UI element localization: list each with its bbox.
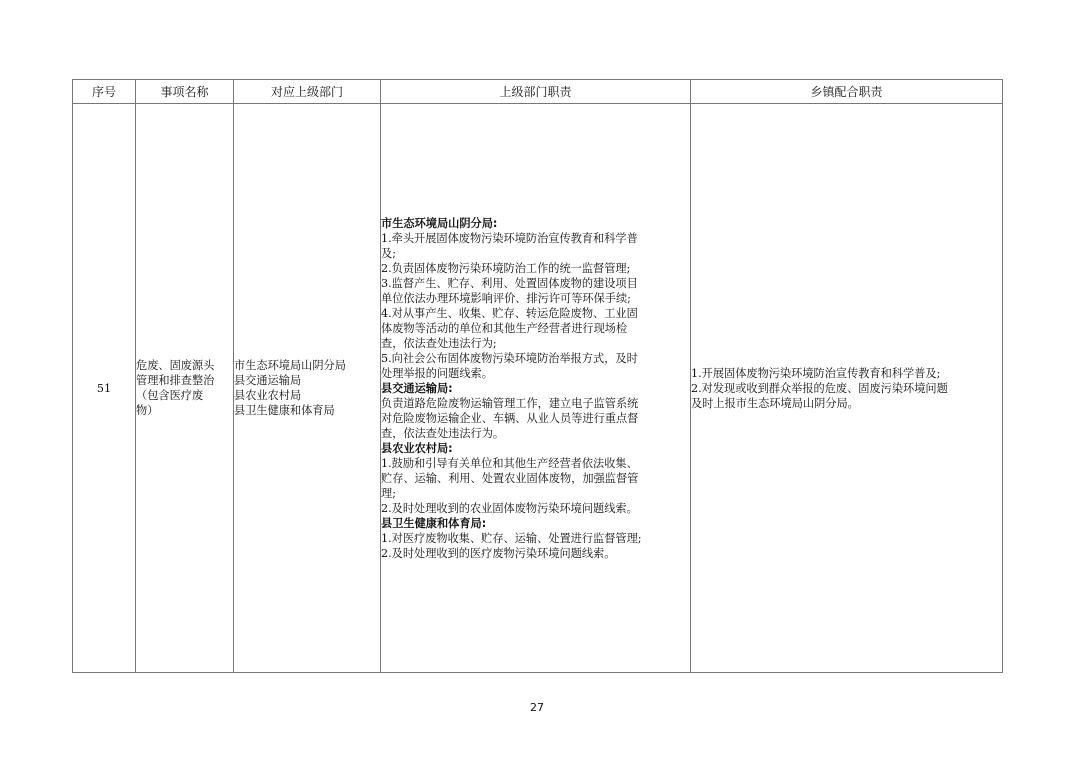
dept-line: 市生态环境局山阴分局 [234,359,346,372]
township-duty-line: 1.开展固体废物污染环境防治宣传教育和科学普及; [691,366,941,380]
duty-table [72,79,1003,673]
duty-line: 查，依法查处违法行为。 [381,426,505,440]
duty-line: 1.鼓励和引导有关单位和其他生产经营者依法收集、 [381,456,638,470]
dept-line: 县交通运输局 [234,374,302,387]
table-row [73,104,1003,673]
duty-line: 处理举报的问题线索。 [381,366,493,380]
duty-line: 负责道路危险废物运输管理工作，建立电子监管系统 [381,396,639,410]
duty-line: 单位依法办理环境影响评价、排污许可等环保手续; [381,291,631,305]
duty-line: 5.向社会公布固体废物污染环境防治举报方式，及时 [381,351,638,365]
header-township-duties: 乡镇配合职责 [691,80,1003,104]
duty-line: 查，依法查处违法行为; [381,336,497,350]
item-name-line: 危废、固废源头 [136,359,215,372]
dept-line: 县卫生健康和体育局 [234,404,335,417]
header-seq: 序号 [73,80,136,104]
township-duty-line: 及时上报市生态环境局山阴分局。 [691,396,859,410]
header-superior-dept: 对应上级部门 [234,80,381,104]
cell-township-duties [691,104,1003,673]
duty-line: 贮存、运输、利用、处置农业固体废物，加强监督管 [381,471,639,485]
header-superior-duties: 上级部门职责 [381,80,691,104]
cell-superior-duties [381,104,691,673]
duty-line: 2.及时处理收到的医疗废物污染环境问题线索。 [381,546,616,560]
item-name-line: 物） [136,404,159,417]
duty-org-heading: 县卫生健康和体育局: [381,516,487,530]
page-number: 27 [530,701,544,714]
duty-line: 1.对医疗废物收集、贮存、运输、处置进行监督管理; [381,531,642,545]
duty-org-heading: 县农业农村局: [381,441,453,455]
duty-line: 对危险废物运输企业、车辆、从业人员等进行重点督 [381,411,639,425]
duty-line: 理; [381,486,396,500]
duty-line: 2.及时处理收到的农业固体废物污染环境问题线索。 [381,501,638,515]
duty-line: 及; [381,246,396,260]
duty-line: 3.监督产生、贮存、利用、处置固体废物的建设项目 [381,276,638,290]
duty-line: 1.牵头开展固体废物污染环境防治宣传教育和科学普 [381,231,638,245]
item-name-line: （包含医疗废 [136,389,204,402]
cell-item-name [136,104,234,673]
duty-line: 体废物等活动的单位和其他生产经营者进行现场检 [381,321,628,335]
dept-line: 县农业农村局 [234,389,302,402]
duty-org-heading: 市生态环境局山阴分局: [381,216,498,230]
cell-superior-dept [234,104,381,673]
cell-seq: 51 [73,104,136,673]
duty-org-heading: 县交通运输局: [381,381,453,395]
header-row [73,80,1003,104]
item-name-line: 管理和排查整治 [136,374,215,387]
township-duty-line: 2.对发现或收到群众举报的危废、固废污染环境问题 [691,381,948,395]
duty-line: 2.负责固体废物污染环境防治工作的统一监督管理; [381,261,631,275]
header-item-name: 事项名称 [136,80,234,104]
duty-line: 4.对从事产生、收集、贮存、转运危险废物、工业固 [381,306,638,320]
